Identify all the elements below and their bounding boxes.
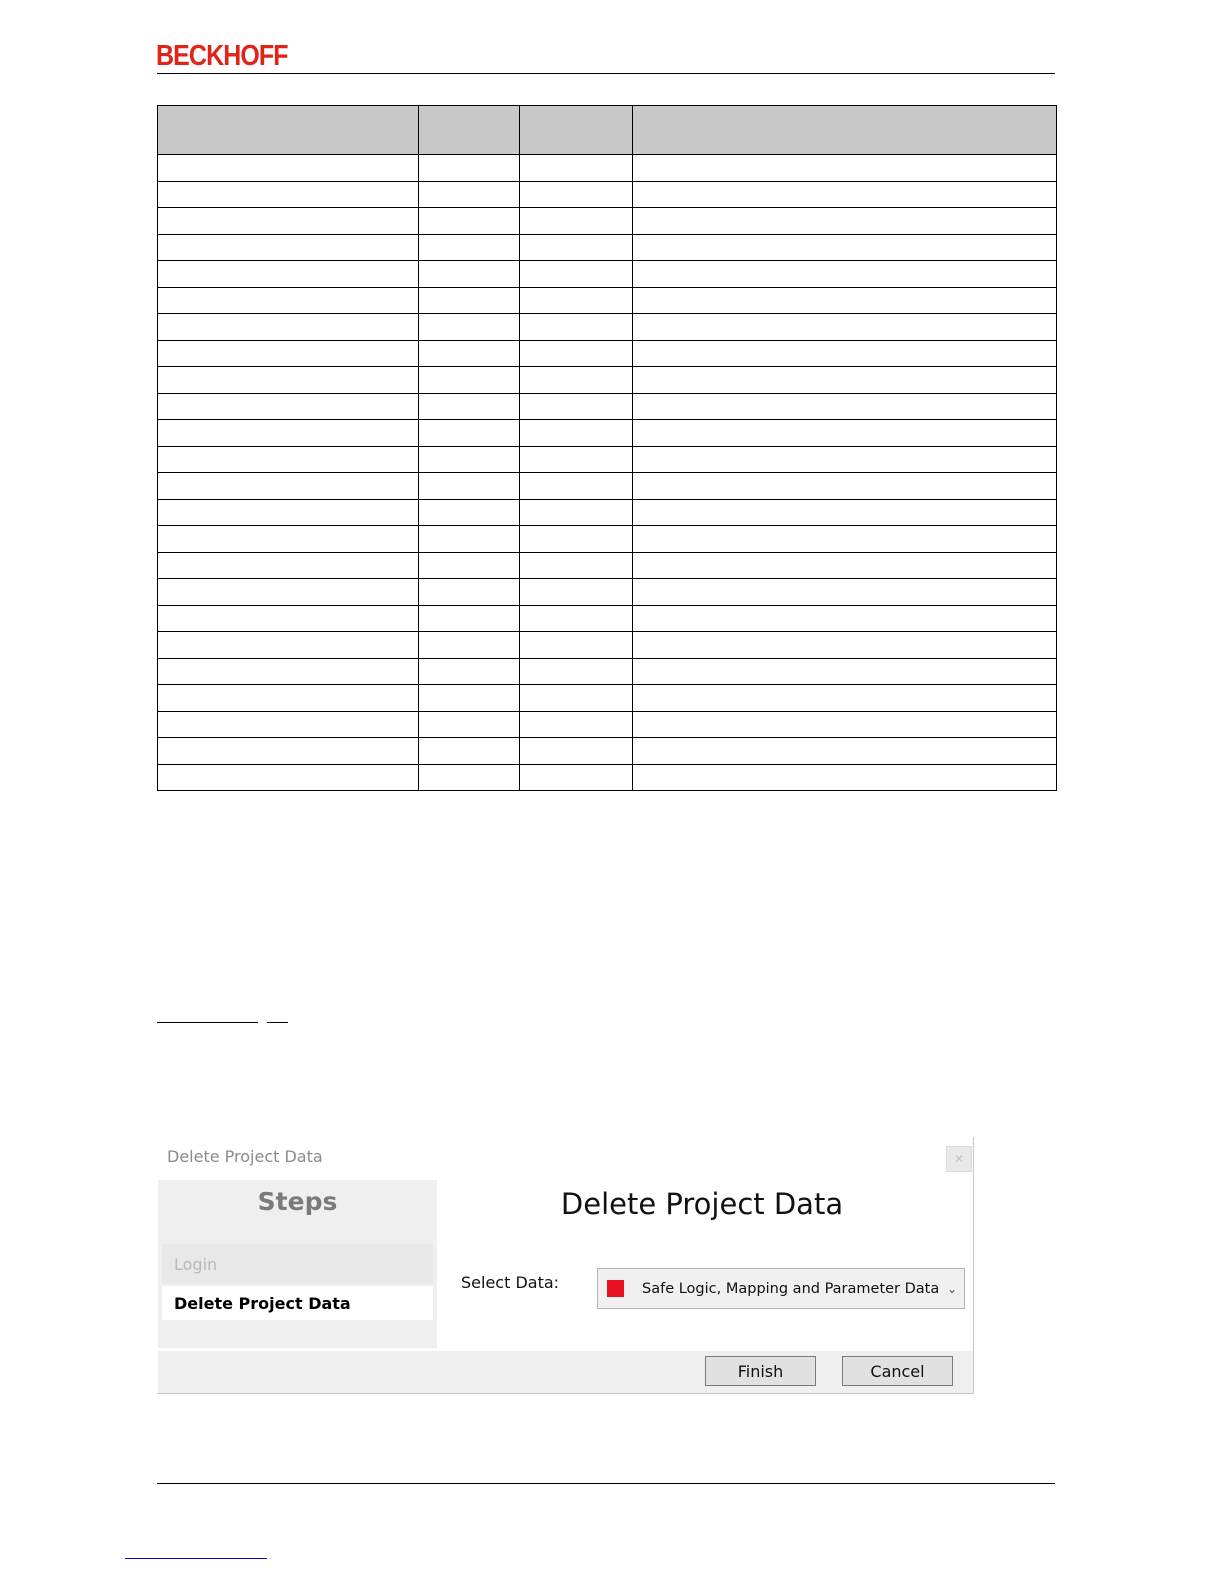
table-cell (520, 605, 633, 632)
table-cell (520, 420, 633, 447)
table-cell (633, 234, 1057, 261)
table-cell (419, 738, 520, 765)
table-cell (419, 234, 520, 261)
table-cell (520, 764, 633, 791)
table-row (158, 738, 1057, 765)
data-table (157, 105, 1057, 791)
table-row (158, 658, 1057, 685)
table-row (158, 340, 1057, 367)
table-row (158, 287, 1057, 314)
select-data-label: Select Data: (461, 1273, 560, 1292)
table-cell (158, 340, 419, 367)
finish-button[interactable]: Finish (705, 1356, 816, 1386)
table-cell (520, 446, 633, 473)
table-cell (419, 685, 520, 712)
table-header-row (158, 106, 1057, 155)
table-row (158, 711, 1057, 738)
table-row (158, 393, 1057, 420)
link-underline[interactable] (267, 1022, 288, 1023)
table-cell (419, 473, 520, 500)
table-cell (158, 685, 419, 712)
table-cell (419, 764, 520, 791)
table-cell (633, 526, 1057, 553)
table-row (158, 261, 1057, 288)
table-cell (158, 314, 419, 341)
table-row (158, 605, 1057, 632)
table-cell (520, 181, 633, 208)
header-rule (157, 73, 1055, 74)
table-cell (520, 261, 633, 288)
table-cell (520, 473, 633, 500)
beckhoff-logo: BECKHOFF (156, 40, 288, 72)
table-cell (520, 234, 633, 261)
table-cell (419, 367, 520, 394)
table-cell (633, 314, 1057, 341)
table-row (158, 181, 1057, 208)
table-cell (633, 287, 1057, 314)
table-cell (158, 234, 419, 261)
table-cell (158, 367, 419, 394)
table-row (158, 314, 1057, 341)
table-row (158, 685, 1057, 712)
select-data-value: Safe Logic, Mapping and Parameter Data (642, 1280, 940, 1297)
step-delete-project-data: Delete Project Data (162, 1286, 433, 1320)
table-cell (419, 526, 520, 553)
table-cell (419, 155, 520, 182)
step-login: Login (162, 1244, 433, 1284)
table-cell (419, 446, 520, 473)
select-data-dropdown[interactable] (597, 1268, 965, 1309)
close-button[interactable] (946, 1146, 972, 1172)
table-row (158, 632, 1057, 659)
table-cell (520, 367, 633, 394)
table-header-cell (158, 106, 419, 155)
table-cell (158, 552, 419, 579)
table-header-cell (419, 106, 520, 155)
table-cell (520, 340, 633, 367)
delete-project-data-dialog (157, 1137, 974, 1394)
table-cell (633, 552, 1057, 579)
table-cell (158, 446, 419, 473)
table-cell (633, 658, 1057, 685)
table-cell (520, 155, 633, 182)
table-cell (520, 208, 633, 235)
table-row (158, 526, 1057, 553)
table-cell (419, 605, 520, 632)
table-row (158, 420, 1057, 447)
table-cell (633, 181, 1057, 208)
table-cell (633, 261, 1057, 288)
table-cell (520, 579, 633, 606)
steps-title: Steps (257, 1187, 338, 1216)
table-row (158, 155, 1057, 182)
table-cell (633, 367, 1057, 394)
table-cell (419, 340, 520, 367)
table-cell (158, 181, 419, 208)
table-cell (633, 499, 1057, 526)
page-title: Delete Project Data (560, 1187, 844, 1221)
link-underline[interactable] (157, 1022, 258, 1023)
table-cell (158, 155, 419, 182)
table-cell (633, 420, 1057, 447)
footer-rule (157, 1483, 1055, 1484)
table-row (158, 367, 1057, 394)
table-cell (158, 208, 419, 235)
table-cell (633, 340, 1057, 367)
table-cell (520, 658, 633, 685)
table-cell (520, 393, 633, 420)
steps-panel (158, 1180, 437, 1348)
table-cell (520, 632, 633, 659)
table-cell (419, 181, 520, 208)
table-cell (633, 711, 1057, 738)
table-cell (520, 738, 633, 765)
table-header-cell (520, 106, 633, 155)
table-cell (158, 261, 419, 288)
table-cell (419, 393, 520, 420)
cancel-button[interactable]: Cancel (842, 1356, 953, 1386)
table-cell (633, 738, 1057, 765)
table-cell (419, 261, 520, 288)
table-cell (633, 632, 1057, 659)
table-cell (520, 711, 633, 738)
button-bar (158, 1351, 973, 1393)
table-cell (520, 314, 633, 341)
data-color-swatch (607, 1280, 624, 1297)
table-cell (633, 473, 1057, 500)
table-cell (520, 685, 633, 712)
table-cell (520, 287, 633, 314)
table-cell (419, 208, 520, 235)
table-cell (520, 499, 633, 526)
table-cell (633, 393, 1057, 420)
dialog-title: Delete Project Data (167, 1147, 323, 1166)
table-cell (633, 764, 1057, 791)
table-row (158, 208, 1057, 235)
table-row (158, 552, 1057, 579)
table-row (158, 234, 1057, 261)
table-cell (158, 420, 419, 447)
table-cell (158, 473, 419, 500)
table-cell (158, 632, 419, 659)
table-row (158, 764, 1057, 791)
table-cell (158, 287, 419, 314)
table-cell (419, 579, 520, 606)
table-cell (158, 499, 419, 526)
table-row (158, 499, 1057, 526)
table-cell (633, 446, 1057, 473)
table-cell (158, 658, 419, 685)
table-cell (419, 287, 520, 314)
table-cell (419, 552, 520, 579)
table-cell (419, 499, 520, 526)
table-cell (633, 155, 1057, 182)
table-row (158, 579, 1057, 606)
table-cell (520, 552, 633, 579)
table-cell (419, 420, 520, 447)
table-row (158, 473, 1057, 500)
table-body (158, 155, 1057, 791)
table-cell (158, 393, 419, 420)
close-icon: ✕ (953, 1152, 965, 1166)
table-cell (158, 711, 419, 738)
table-cell (419, 632, 520, 659)
table-cell (633, 685, 1057, 712)
table-cell (158, 764, 419, 791)
table-cell (633, 605, 1057, 632)
table-cell (419, 711, 520, 738)
table-cell (633, 579, 1057, 606)
table-cell (158, 526, 419, 553)
table-cell (158, 579, 419, 606)
table-cell (158, 605, 419, 632)
table-cell (633, 208, 1057, 235)
table-row (158, 446, 1057, 473)
table-cell (419, 658, 520, 685)
table-cell (520, 526, 633, 553)
chevron-down-icon: ⌄ (946, 1281, 958, 1296)
footer-link-underline[interactable] (125, 1558, 267, 1559)
table-header-cell (633, 106, 1057, 155)
table-cell (158, 738, 419, 765)
table-cell (419, 314, 520, 341)
